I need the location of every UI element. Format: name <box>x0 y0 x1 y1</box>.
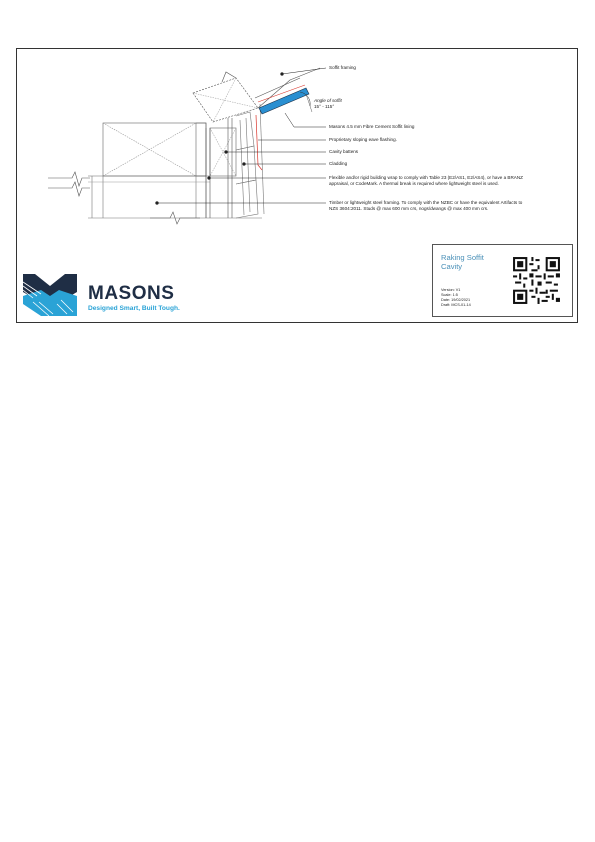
callout-soffit-lining: Masons 4.5 mm Fibre Cement Soffit lining <box>329 124 415 129</box>
break-line <box>48 172 90 186</box>
top-plate-block <box>196 123 206 176</box>
callout-eave-flashing: Proprietary sloping eave flashing. <box>329 137 397 142</box>
callout-angle-range: 15° - 115° <box>314 104 335 109</box>
callout-angle-of-soffit: Angle of soffit <box>314 98 342 103</box>
scale-text: Scale: 1:5 <box>441 293 458 297</box>
hatch-line <box>213 78 236 122</box>
callout-soffit-framing: Soffit framing <box>329 65 356 70</box>
break-line <box>48 182 90 196</box>
leader-soffit-framing <box>282 68 326 74</box>
leader-dot <box>225 151 228 154</box>
cladding-boards <box>236 112 258 218</box>
qr-code-icon[interactable] <box>511 255 562 306</box>
structure-linework <box>48 68 320 224</box>
masons-logo-icon <box>23 272 77 318</box>
soffit-framing-box <box>193 78 258 122</box>
wall-top-plate-box <box>103 123 206 176</box>
leader-dot <box>208 177 211 180</box>
version-text: Version: V1 <box>441 288 461 292</box>
brand-name: MASONS <box>88 283 175 304</box>
brand-tagline: Designed Smart, Built Tough. <box>88 305 180 312</box>
callout-building-wrap: Flexible and/or rigid building wrap to comply with Table 23 (E2/AS1, E2/AS4), or have a BRANZ appraisal, or CodeMark. A thermal break is required where lightweight steel is used. <box>329 175 523 186</box>
leader-dot <box>156 202 159 205</box>
callout-cladding: Cladding <box>329 161 348 166</box>
hatch-line <box>193 93 258 108</box>
drawing-number-text: Draft: MCS-01-14 <box>441 303 471 307</box>
leader-dot <box>243 163 246 166</box>
break-line <box>222 72 236 82</box>
title-line-2: Cavity <box>441 262 463 271</box>
date-text: Date: 19/02/2021 <box>441 298 471 302</box>
angle-leader <box>306 94 312 112</box>
callout-timber-framing: Timber or lightweight steel framing. To comply with the NZBC or have the equivalent Artifacts to NZS 3604:2011. Studs @ max 600 mm crs, nogs/dwangs @ max 400 mm crs. <box>329 200 523 211</box>
cladding-edge <box>260 104 264 214</box>
title-line-1: Raking Soffit <box>441 253 484 262</box>
drawing-title <box>441 253 501 271</box>
break-line <box>150 212 200 224</box>
soffit-lining-board <box>259 88 309 114</box>
drawing-metadata <box>441 288 471 308</box>
leader-dot <box>281 73 284 76</box>
callout-cavity-battens: Cavity battens <box>329 149 359 154</box>
leader-soffit-lining-a <box>285 113 294 127</box>
